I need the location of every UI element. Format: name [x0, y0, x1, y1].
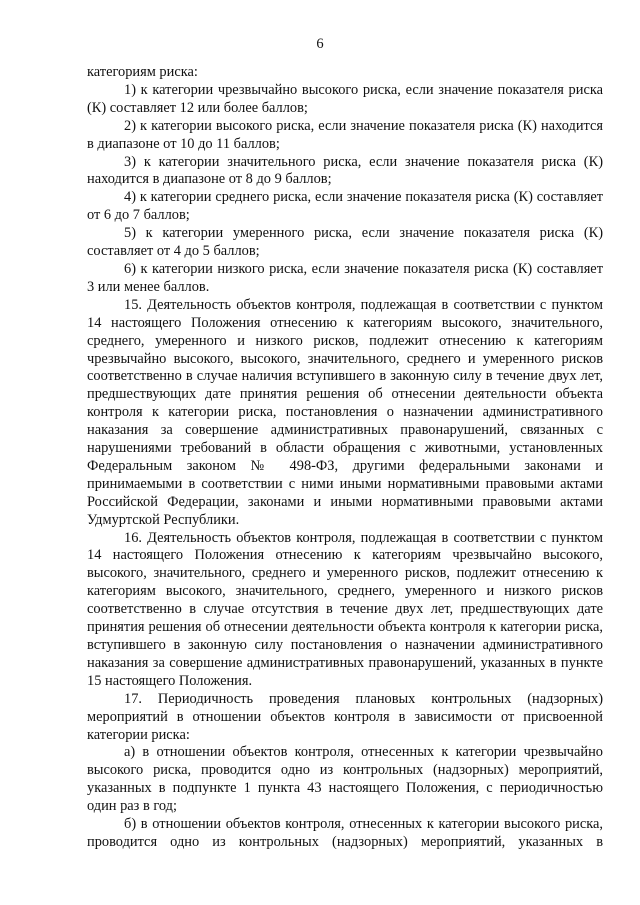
risk-category-item-1: 1) к категории чрезвычайно высокого риска, если значение показателя риска (К) составляет 12 или более баллов; — [87, 81, 603, 116]
clause-15: 15. Деятельность объектов контроля, подлежащая в соответствии с пунктом 14 настоящего Положения отнесению к категориям высокого, значительного, среднего, умеренного и низкого рисков, подлежит отнесению к категориям чрезвычайно высокого, высокого, значительного, среднего и умеренного рисков соответственно в случае наличия вступившего в законную силу в течение двух лет, предшествующих дате принятия решения об отнесении деятельности объекта контроля к категории риска, постановления о назначении административного наказания за совершение административных правонарушений, связанных с нарушениями требований в области обращения с животными, установленных Федеральным законом № 498-ФЗ, другими федеральными законами и принимаемыми в соответствии с ними иными нормативными правовыми актами Российской Федерации, законами и иными нормативными правовыми актами Удмуртской Республики. — [87, 296, 603, 528]
risk-category-item-2: 2) к категории высокого риска, если значение показателя риска (К) находится в диапазоне от 10 до 11 баллов; — [87, 117, 603, 152]
paragraph-0: категориям риска: — [87, 64, 198, 80]
clause-17-item-a: а) в отношении объектов контроля, отнесенных к категории чрезвычайно высокого риска, проводится одно из контрольных (надзорных) мероприятий, указанных в подпункте 1 пункта 43 настоящего Положения, с периодичностью один раз в год; — [87, 744, 603, 815]
page-number: 6 — [316, 36, 324, 52]
risk-category-item-3: 3) к категории значительного риска, если значение показателя риска (К) находится в диапазоне от 8 до 9 баллов; — [87, 153, 603, 188]
risk-category-item-6: 6) к категории низкого риска, если значение показателя риска (К) составляет 3 или менее баллов. — [87, 260, 603, 295]
clause-16: 16. Деятельность объектов контроля, подлежащая в соответствии с пунктом 14 настоящего Положения отнесению к категориям чрезвычайно высокого, высокого, значительного, среднего и умеренного рисков, подлежит отнесению к категориям высокого, значительного, среднего, умеренного и низкого рисков соответственно в случае отсутствия в течение двух лет, предшествующих дате принятия решения об отнесении деятельности объекта контроля к категории риска, вступившего в законную силу постановления о назначении административного наказания за совершение административных правонарушений, указанных в пункте 15 настоящего Положения. — [87, 529, 603, 689]
document-body — [87, 64, 603, 852]
risk-category-item-5: 5) к категории умеренного риска, если значение показателя риска (К) составляет от 4 до 5 баллов; — [87, 225, 603, 260]
clause-17: 17. Периодичность проведения плановых контрольных (надзорных) мероприятий в отношении объектов контроля в зависимости от присвоенной категории риска: — [87, 690, 603, 743]
risk-category-item-4: 4) к категории среднего риска, если значение показателя риска (К) составляет от 6 до 7 баллов; — [87, 189, 603, 224]
clause-17-item-b: б) в отношении объектов контроля, отнесенных к категории высокого риска, проводится одно из контрольных (надзорных) мероприятий, указанных в — [87, 816, 603, 850]
